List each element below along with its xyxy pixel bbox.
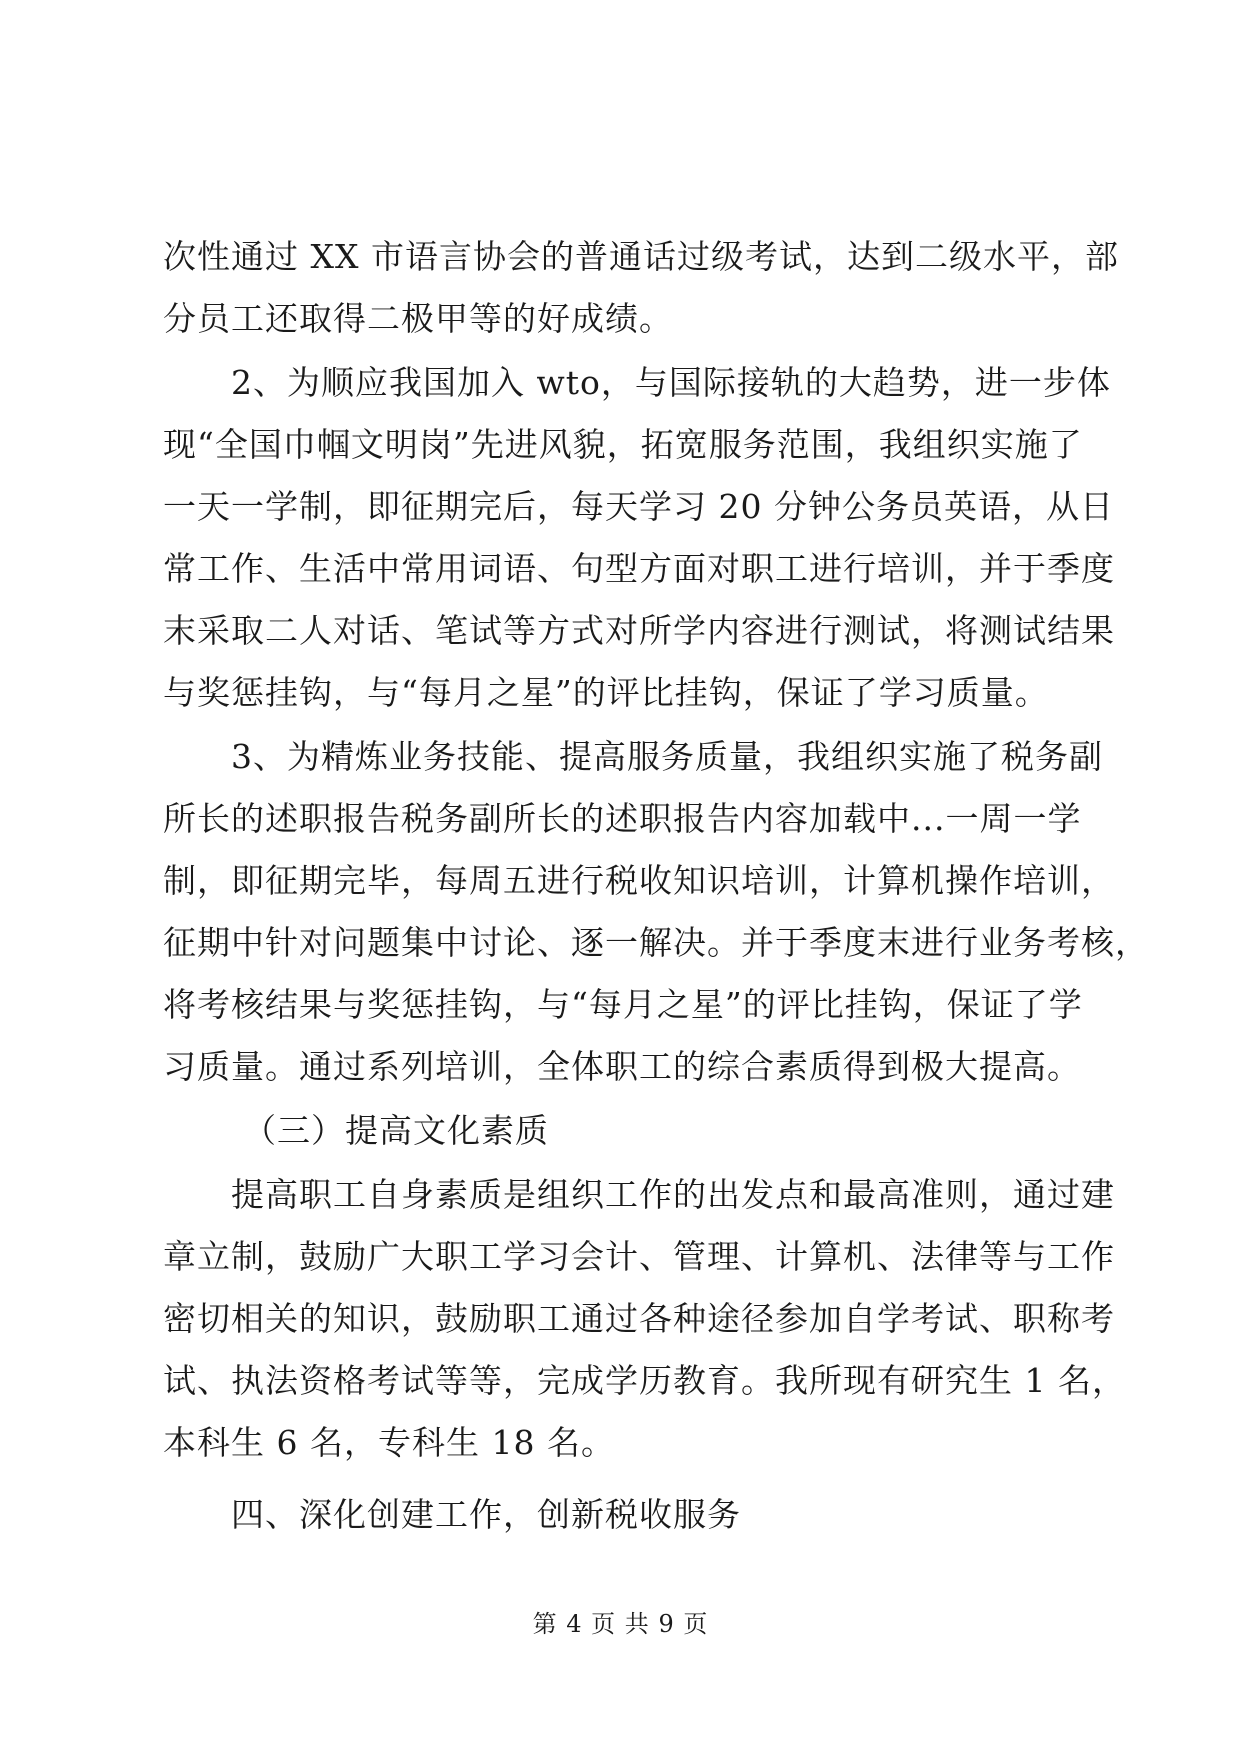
paragraph-line: 本科生 6 名，专科生 18 名。 <box>163 1423 615 1462</box>
paragraph-line: 将考核结果与奖惩挂钩，与“每月之星”的评比挂钩，保证了学 <box>163 985 1083 1024</box>
paragraph-line: 次性通过 XX 市语言协会的普通话过级考试，达到二级水平，部 <box>163 237 1119 276</box>
paragraph-line: 所长的述职报告税务副所长的述职报告内容加载中...一周一学 <box>163 799 1082 838</box>
paragraph-line: 与奖惩挂钩，与“每月之星”的评比挂钩，保证了学习质量。 <box>163 673 1049 712</box>
paragraph-line: 一天一学制，即征期完后，每天学习 20 分钟公务员英语，从日 <box>163 487 1114 526</box>
section-heading: 四、深化创建工作，创新税收服务 <box>231 1495 741 1534</box>
document-body <box>163 226 1149 1546</box>
paragraph-line: 制，即征期完毕，每周五进行税收知识培训，计算机操作培训， <box>163 861 1115 900</box>
paragraph-line: 提高职工自身素质是组织工作的出发点和最高准则，通过建 <box>231 1175 1115 1214</box>
page-number-footer: 第 4 页 共 9 页 <box>532 1610 709 1638</box>
paragraph-line: 习质量。通过系列培训，全体职工的综合素质得到极大提高。 <box>163 1047 1081 1086</box>
section-heading: （三）提高文化素质 <box>243 1111 549 1150</box>
paragraph-line: 现“全国巾帼文明岗”先进风貌，拓宽服务范围，我组织实施了 <box>163 425 1083 464</box>
paragraph-line: 末采取二人对话、笔试等方式对所学内容进行测试，将测试结果 <box>163 611 1115 650</box>
paragraph-line: 章立制，鼓励广大职工学习会计、管理、计算机、法律等与工作 <box>163 1237 1115 1276</box>
paragraph-line: 征期中针对问题集中讨论、逐一解决。并于季度末进行业务考核， <box>163 923 1149 962</box>
paragraph-line: 密切相关的知识，鼓励职工通过各种途径参加自学考试、职称考 <box>163 1299 1115 1338</box>
paragraph-line: 常工作、生活中常用词语、句型方面对职工进行培训，并于季度 <box>163 549 1115 588</box>
paragraph-line: 分员工还取得二极甲等的好成绩。 <box>163 299 673 338</box>
paragraph-line: 2、为顺应我国加入 wto，与国际接轨的大趋势，进一步体 <box>231 363 1111 402</box>
paragraph-line: 3、为精炼业务技能、提高服务质量，我组织实施了税务副 <box>231 737 1103 776</box>
paragraph-line: 试、执法资格考试等等，完成学历教育。我所现有研究生 1 名， <box>163 1361 1126 1400</box>
